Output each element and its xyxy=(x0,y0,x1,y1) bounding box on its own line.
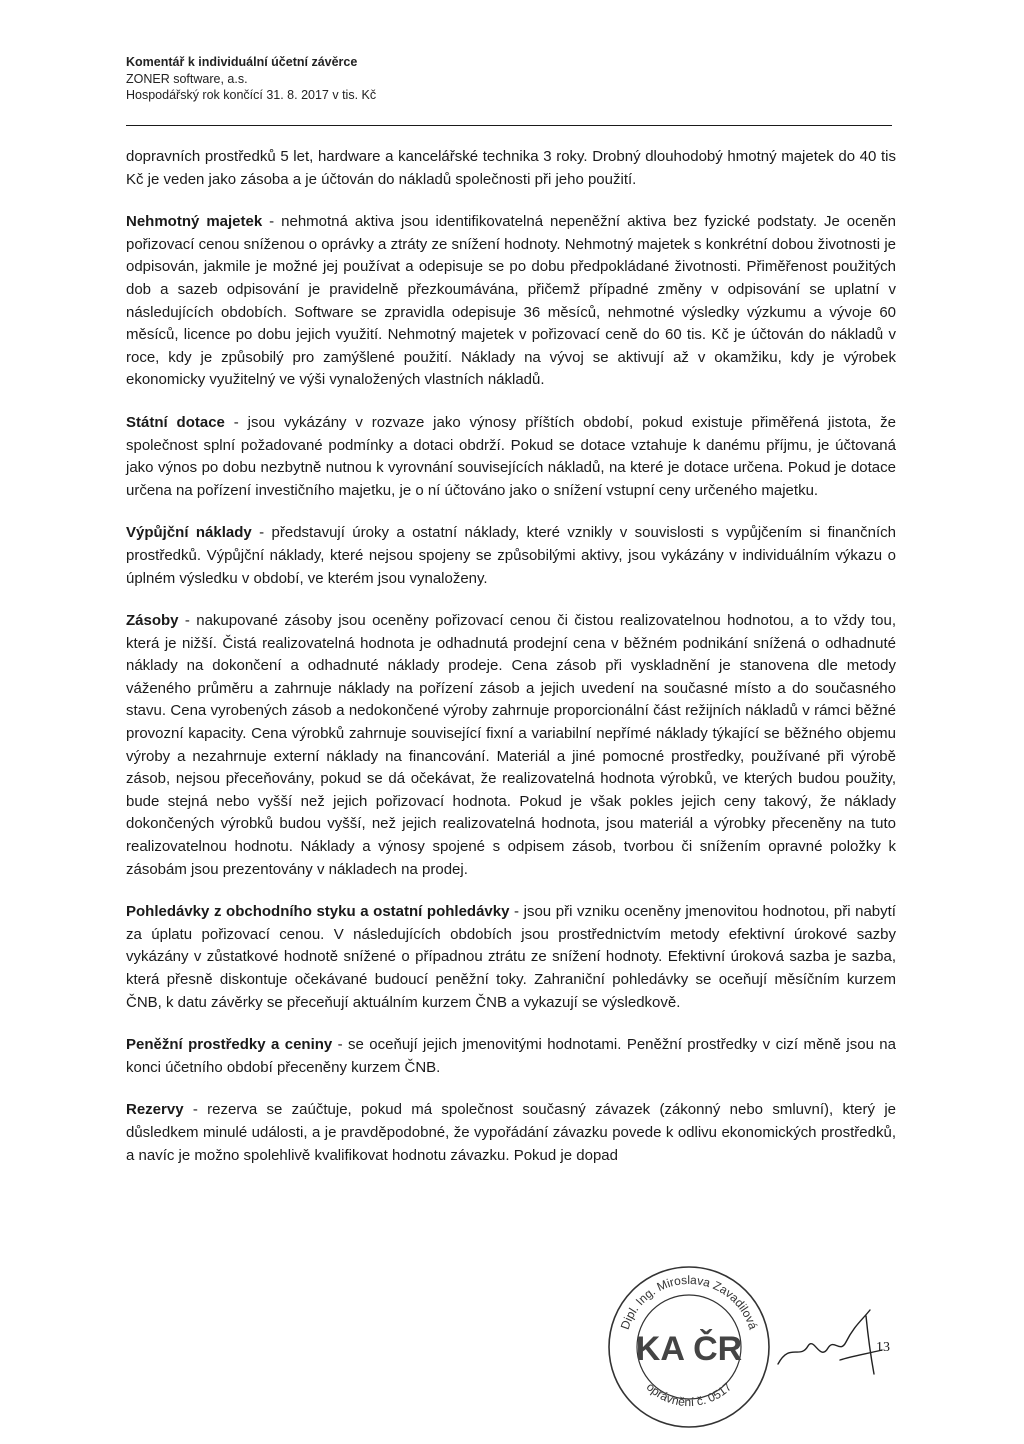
term-heading: Státní dotace xyxy=(126,413,225,431)
document-body xyxy=(126,146,896,1187)
header-divider xyxy=(126,125,892,126)
term-heading: Peněžní prostředky a ceniny xyxy=(126,1036,333,1054)
stamp-top-text: Dipl. Ing. Miroslava Zavadilová xyxy=(617,1272,761,1332)
stamp-bottom-text: oprávnění č. 0517 xyxy=(643,1379,735,1410)
paragraph-continuation: dopravních prostředků 5 let, hardware a kancelářské technika 3 roky. Drobný dlouhodobý hmotný majetek do 40 tis Kč je veden jako zásoba a je účtován do nákladů společnosti při jeho použití. xyxy=(126,148,896,188)
paragraph-vypujcni-naklady: Výpůjční náklady - představují úroky a ostatní náklady, které vznikly v souvislosti s vypůjčením si finančních prostředků. Výpůjční náklady, které nejsou spojeny se způsobilými aktivy, jsou vykázány v individuálním výkazu o úplném výsledku v období, ve kterém jsou vynaloženy. xyxy=(126,524,896,587)
paragraph-statni-dotace: Státní dotace - jsou vykázány v rozvaze jako výnosy příštích období, pokud existuje přiměřená jistota, že společnost splní požadované podmínky a dotaci obdrží. Pokud se dotace vztahuje k danému příjmu, je účtovaná jako výnos po dobu nezbytně nutnou k vyrovnání souvisejících nákladů, na které je dotace určena. Pokud je dotace určena na pořízení investičního majetku, je o ní účtováno jako o snížení vstupní ceny určeného majetku. xyxy=(126,413,896,499)
term-heading: Nehmotný majetek xyxy=(126,213,263,231)
term-heading: Rezervy xyxy=(126,1101,184,1119)
document-header xyxy=(126,54,376,104)
handwritten-signature xyxy=(770,1302,890,1382)
paragraph-zasoby: Zásoby - nakupované zásoby jsou oceněny pořizovací cenou či čistou realizovatelnou hodnotou, a to vždy tou, která je nižší. Čistá realizovatelná hodnota je odhadnutá prodejní cena v běžném podnikání snížená o odhadnuté náklady na dokončení a odhadnuté náklady prodeje. Cena zásob při vyskladnění je stanovena dle metody váženého průměru a zahrnuje náklady na pořízení zásob a jejich uvedení na současné místo a do současného stavu. Cena vyrobených zásob a nedokončené výroby zahrnuje proporcionální část režijních nákladů v rámci běžné provozní kapacity. Cena výrobků zahrnuje související fixní a variabilní nepřímé náklady týkající se běžného objemu výroby a nezahrnuje externí náklady na financování. Materiál a jiné pomocné prostředky, používané při výrobě zásob, nejsou přeceňovány, pokud se dá očekávat, že realizovatelná hodnota výrobků, ve kterých budou použity, bude stejná nebo vyšší než jejich pořizovací hodnota. Pokud je však pokles jejich ceny takový, že náklady dokončených výrobků budou vyšší, než jejich realizovatelná hodnota, jsou materiál a výrobky přeceněny na tuto realizovatelnou hodnotu. Náklady a výnosy spojené s odpisem zásob, tvorbou či snížením opravné položky k zásobám jsou prezentovány v nákladech na prodej. xyxy=(126,612,896,878)
term-heading: Pohledávky z obchodního styku a ostatní pohledávky xyxy=(126,903,510,921)
header-company: ZONER software, a.s. xyxy=(126,71,248,86)
page-number: 13 xyxy=(876,1340,890,1355)
paragraph-nehmotny-majetek: Nehmotný majetek - nehmotná aktiva jsou identifikovatelná nepeněžní aktiva bez fyzické podstaty. Je oceněn pořizovací cenou sníženou o oprávky a ztráty ze snížení hodnoty. Nehmotný majetek s konkrétní dobou životnosti je odpisován, jakmile je možné jej používat a odepisuje se po dobu předpokládané životnosti. Přiměřenost použitých dob a sazeb odpisování je pravidelně přezkoumávána, přičemž případné změny v odpisování se uplatní v následujících obdobích. Software se zpravidla odepisuje 36 měsíců, nehmotné výsledky výzkumu a vývoje 60 měsíců, licence po dobu jejich využití. Nehmotný majetek v pořizovací ceně do 60 tis. Kč je účtován do nákladů v roce, kdy je způsobilý pro zamýšlené použití. Náklady na vývoj se aktivují až v okamžiku, kdy je výrobek ekonomicky využitelný ve výši vynaložených vlastních nákladů. xyxy=(126,213,896,389)
term-heading: Výpůjční náklady xyxy=(126,524,252,542)
term-heading: Zásoby xyxy=(126,612,179,630)
paragraph-pohledavky: Pohledávky z obchodního styku a ostatní pohledávky - jsou při vzniku oceněny jmenovitou hodnotou, při nabytí za úplatu pořizovací cenou. V následujících obdobích jsou prostřednictvím metody efektivní úrokové sazby vykázány v zůstatkové hodnotě snížené o případnou ztrátu ze snížení hodnoty. Efektivní úroková sazba je sazba, která přesně diskontuje očekávané budoucí peněžní toky. Zahraniční pohledávky se oceňují měsíčním kurzem ČNB, k datu závěrky se přeceňují aktuálním kurzem ČNB a vykazují se výsledkově. xyxy=(126,903,896,1011)
header-period: Hospodářský rok končící 31. 8. 2017 v tis. Kč xyxy=(126,88,377,102)
header-title: Komentář k individuální účetní závěrce xyxy=(126,55,358,69)
paragraph-rezervy: Rezervy - rezerva se zaúčtuje, pokud má společnost současný závazek (zákonný nebo smluvní), který je důsledkem minulé události, a je pravděpodobné, že vypořádání závazku povede k odlivu ekonomických prostředků, a navíc je možno spolehlivě kvalifikovat hodnotu závazku. Pokud je dopad xyxy=(126,1101,896,1164)
paragraph-penezni-prostredky: Peněžní prostředky a ceniny - se oceňují jejich jmenovitými hodnotami. Peněžní prostředky v cizí měně jsou na konci účetního období přeceněny kurzem ČNB. xyxy=(126,1036,896,1076)
official-stamp xyxy=(604,1262,774,1432)
stamp-center-text: KA ČR xyxy=(635,1330,743,1368)
